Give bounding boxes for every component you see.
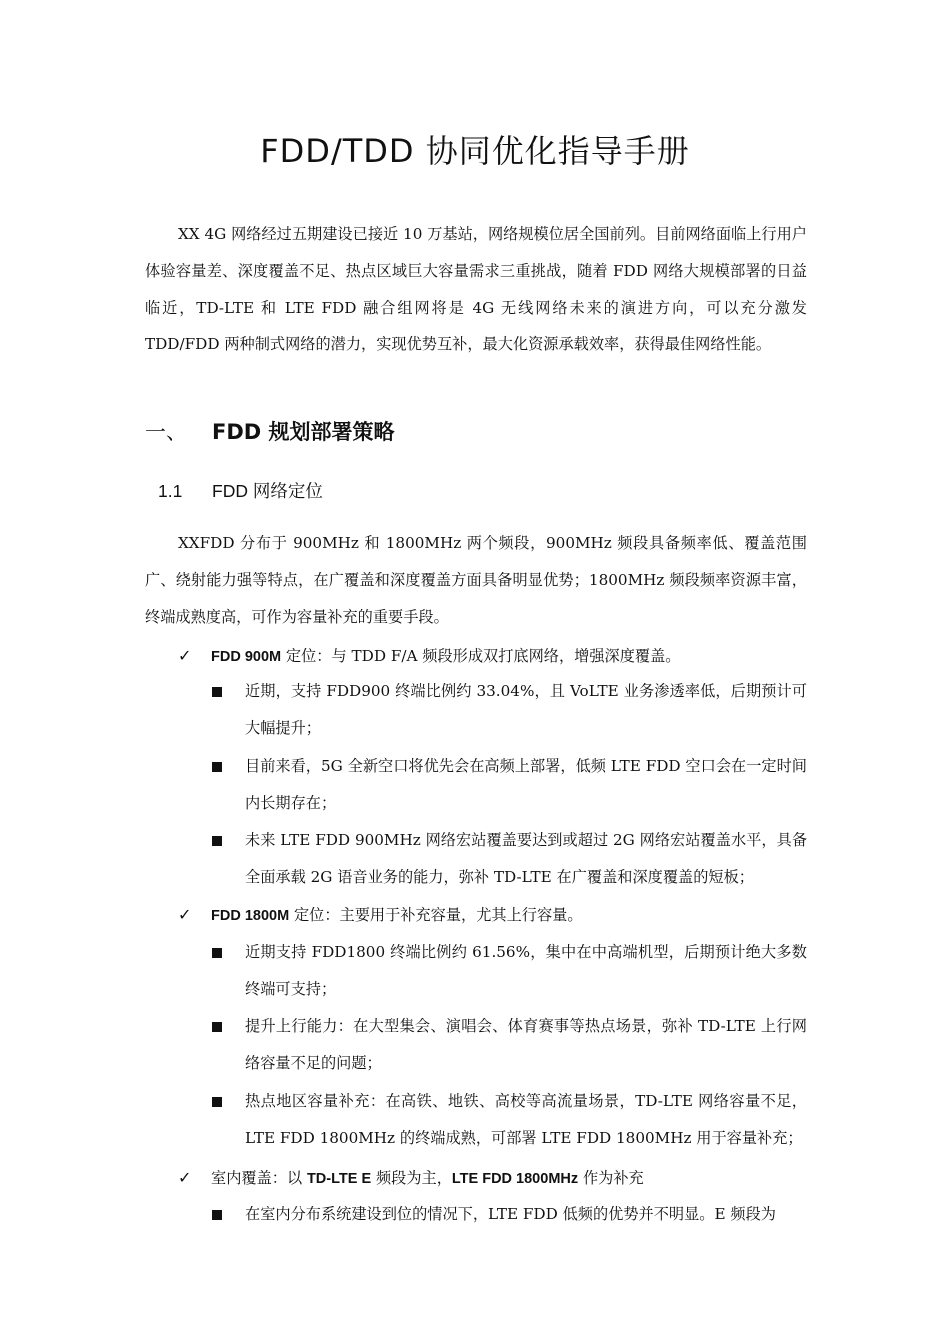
square-bullet-icon	[212, 687, 222, 697]
square-bullet-icon	[212, 836, 222, 846]
bullet-text: 近期，支持 FDD900 终端比例约 33.04%，且 VoLTE 业务渗透率低，后期预计可大幅提升；	[245, 682, 807, 737]
check-item-bold: FDD 1800M	[211, 908, 290, 924]
check-item-bold-b: LTE FDD 1800MHz	[451, 1171, 579, 1187]
subsection-number: 1.1	[158, 481, 183, 501]
bullet-text: 热点地区容量补充：在高铁、地铁、高校等高流量场景，TD-LTE 网络容量不足，LTE FDD 1800MHz 的终端成熟，可部署 LTE FDD 1800MHz 用于容量补充；	[245, 1092, 807, 1147]
square-bullet-icon	[212, 1022, 222, 1032]
square-bullet-icon	[212, 1210, 222, 1220]
bullet-text: 目前来看，5G 全新空口将优先会在高频上部署，低频 LTE FDD 空口会在一定时间内长期存在；	[245, 757, 807, 812]
subsection-title: FDD 网络定位	[212, 481, 323, 501]
section-number: 一、	[145, 420, 187, 444]
check-item-fdd900	[178, 638, 818, 674]
square-bullet-icon	[212, 762, 222, 772]
check-item-rest: 定位：主要用于补充容量，尤其上行容量。	[289, 906, 583, 924]
check-item-mid: 频段为主，	[371, 1169, 452, 1187]
bullet-text: 近期支持 FDD1800 终端比例约 61.56%，集中在中高端机型，后期预计绝大多数终端可支持；	[245, 943, 807, 998]
positioning-paragraph: XXFDD 分布于 900MHz 和 1800MHz 两个频段，900MHz 频段具备频率低、覆盖范围广、绕射能力强等特点，在广覆盖和深度覆盖方面具备明显优势；1800MHz 频段频率资源丰富，终端成熟度高，可作为容量补充的重要手段。	[145, 534, 807, 626]
square-bullet-icon	[212, 948, 222, 958]
document-title: FDD/TDD 协同优化指导手册	[260, 132, 690, 170]
check-item-bold: FDD 900M	[211, 649, 282, 665]
check-mark-icon: ✓	[178, 1168, 192, 1187]
section-title: FDD 规划部署策略	[212, 420, 395, 444]
check-item-fdd1800	[178, 897, 818, 933]
check-item-text	[211, 638, 680, 675]
check-item-bold-a: TD-LTE E	[306, 1171, 372, 1187]
intro-paragraph: XX 4G 网络经过五期建设已接近 10 万基站，网络规模位居全国前列。目前网络面临上行用户体验容量差、深度覆盖不足、热点区域巨大容量需求三重挑战，随着 FDD 网络大规模部署的日益临近，TD-LTE 和 LTE FDD 融合组网将是 4G 无线网络未来的演进方向，可以充分激发 TDD/FDD 两种制式网络的潜力，实现优势互补，最大化资源承载效率，获得最佳网络性能。	[145, 225, 807, 354]
bullet-text: 提升上行能力：在大型集会、演唱会、体育赛事等热点场景，弥补 TD-LTE 上行网络容量不足的问题；	[245, 1017, 807, 1072]
bullet-text: 在室内分布系统建设到位的情况下，LTE FDD 低频的优势并不明显。E 频段为	[245, 1205, 776, 1223]
check-item-prefix: 室内覆盖：以	[211, 1169, 307, 1187]
square-bullet-icon	[212, 1097, 222, 1107]
check-item-text	[211, 897, 583, 934]
check-item-suffix: 作为补充	[578, 1169, 644, 1187]
check-item-text	[211, 1160, 644, 1197]
check-item-indoor	[178, 1160, 818, 1196]
check-mark-icon: ✓	[178, 646, 192, 665]
check-item-rest: 定位：与 TDD F/A 频段形成双打底网络，增强深度覆盖。	[281, 647, 681, 665]
check-mark-icon: ✓	[178, 905, 192, 924]
bullet-text: 未来 LTE FDD 900MHz 网络宏站覆盖要达到或超过 2G 网络宏站覆盖水平，具备全面承载 2G 语音业务的能力，弥补 TD-LTE 在广覆盖和深度覆盖的短板；	[245, 831, 807, 886]
